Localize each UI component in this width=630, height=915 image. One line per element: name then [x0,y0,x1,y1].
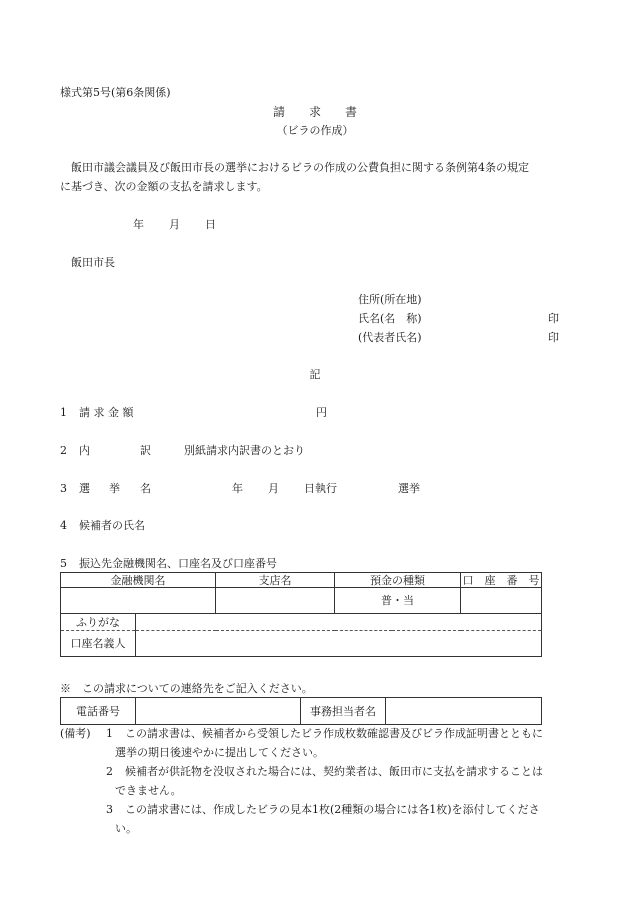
candidate-label: 候補者の氏名 [79,519,145,532]
remarks-label: (備考) [60,727,91,740]
bank-name-cell[interactable] [61,588,216,614]
election-label-b: 挙 [109,482,120,495]
seal-mark-representative: 印 [548,331,559,344]
intro-text-line1: 飯田市議会議員及び飯田市長の選挙におけるビラの作成の公費負担に関する条例第4条の規定 [71,161,529,174]
branch-cell[interactable] [216,588,335,614]
bank-label: 振込先金融機関名、口座名及び口座番号 [79,557,277,570]
election-year: 年 [232,482,243,495]
election-month: 月 [268,482,279,495]
phone-label: 電話番号 [61,698,136,725]
phone-cell[interactable] [136,698,301,725]
item-number: 1 [60,406,67,419]
remark-number: 3 [106,803,113,816]
election-day-exec: 日執行 [304,482,337,495]
remark-text-line1: 候補者が供託物を没収された場合には、契約業者は、飯田市に支払を請求することは [125,765,543,778]
item-number: 2 [60,444,67,457]
breakdown-label-a: 内 [79,444,90,457]
date-day: 日 [205,218,216,231]
ki-heading: 記 [309,368,321,381]
form-number: 様式第5号(第6条関係) [60,86,171,99]
document-title: 請 求 書 [272,105,357,119]
election-label-c: 名 [140,482,151,495]
furigana-label: ふりがな [61,614,136,631]
representative-label: (代表者氏名) [358,331,422,344]
remark-text-line2: できません。 [115,784,182,797]
seal-mark: 印 [548,312,559,325]
deposit-type-cell[interactable]: 普・当 [335,588,461,614]
date-year: 年 [133,218,144,231]
remark-text-line1: この請求書は、候補者から受領したビラ作成枚数確認書及びビラ作成証明書とともに [125,727,543,740]
account-holder-cell[interactable] [136,631,542,657]
remark-number: 2 [106,765,113,778]
remark-number: 1 [106,727,113,740]
item-number: 3 [60,482,67,495]
remark-text-line1: この請求書には、作成したビラの見本1枚(2種類の場合には各1枚)を添付してくださ [125,803,540,816]
remark-text-line2: 選挙の期日後速やかに提出してください。 [115,746,324,759]
intro-text-line2: に基づき、次の金額の支払を請求します。 [60,180,268,193]
furigana-cell[interactable] [136,614,542,631]
deposit-type-header: 預金の種類 [335,573,461,588]
branch-header: 支店名 [216,573,335,588]
bank-table [60,572,542,657]
election-suffix: 選挙 [398,482,420,495]
item-number: 5 [60,557,67,570]
officer-cell[interactable] [386,698,542,725]
name-label: 氏名(名 称) [358,312,422,325]
account-number-cell[interactable] [461,588,542,614]
breakdown-value: 別紙請求内訳書のとおり [184,444,305,457]
addressee: 飯田市長 [71,256,115,269]
remark-text-line2: い。 [115,822,137,835]
contact-table [60,697,542,725]
account-holder-label: 口座名義人 [61,631,136,657]
address-label: 住所(所在地) [358,293,422,306]
item-number: 4 [60,519,67,532]
document-subtitle: （ビラの作成） [276,124,354,137]
election-label-a: 選 [79,482,90,495]
contact-note: ※ この請求についての連絡先をご記入ください。 [60,682,313,695]
amount-label: 請 求 金 額 [79,406,134,419]
officer-label: 事務担当者名 [301,698,386,725]
bank-name-header: 金融機関名 [61,573,216,588]
date-month: 月 [169,218,180,231]
amount-unit: 円 [316,406,327,419]
breakdown-label-b: 訳 [140,444,151,457]
account-number-header: 口 座 番 号 [462,573,540,587]
